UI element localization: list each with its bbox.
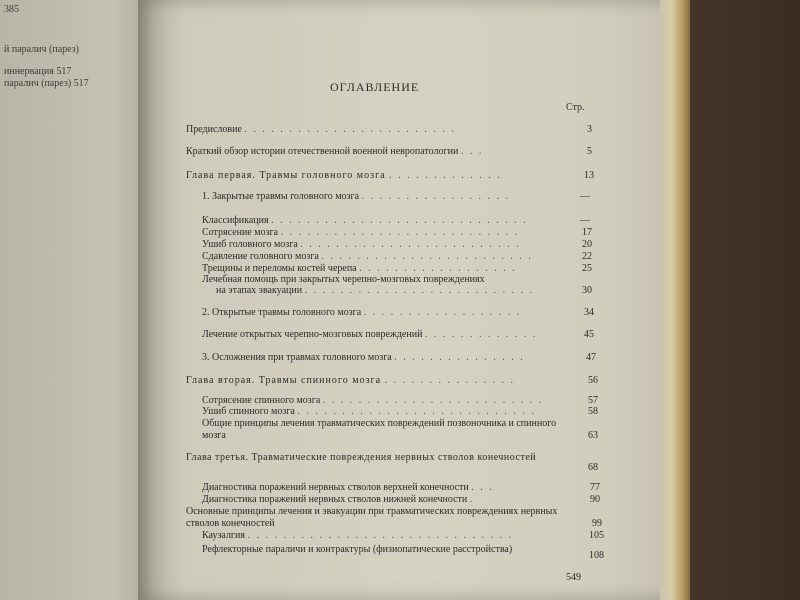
toc-entry-multiline: Рефлекторные параличи и контрактуры (физиопатические расстройства) [202,544,513,555]
toc-page-number: 17 [582,227,592,238]
toc-section-heading: 1. Закрытые травмы головного мозга . . . . . . . . . . . . . . . . . [202,191,511,202]
toc-page-number: 77 [590,482,600,493]
toc-page-number: 13 [584,170,594,181]
toc-entry-continuation: на этапах эвакуации . . . . . . . . . . . . . . . . . . . . . . . . . . [216,285,535,296]
toc-entry: Сотрясение мозга . . . . . . . . . . . . . . . . . . . . . . . . . . . [202,227,520,238]
toc-page-number: 20 [582,239,592,250]
toc-page-number: 99 [592,518,602,529]
toc-section-heading: 2. Открытые травмы головного мозга . . . . . . . . . . . . . . . . . . [202,307,522,318]
page-number-footer: 549 [566,572,581,583]
toc-entry: Лечение открытых черепно-мозговых повреждений . . . . . . . . . . . . . [202,329,538,340]
toc-entry: Краткий обзор истории отечественной военной невропатологии . . . [186,146,484,157]
toc-entry: Диагностика поражений нервных стволов верхней конечности . . . [202,482,494,493]
toc-page-number: 90 [590,494,600,505]
toc-page-number: 22 [582,251,592,262]
toc-page-number: — [580,191,590,202]
toc-chapter-heading: Глава вторая. Травмы спинного мозга . . . . . . . . . . . . . . . [186,375,516,386]
toc-page-number: 58 [588,406,598,417]
left-fragment-4: паралич (парез) 517 [4,78,89,89]
toc-entry: Предисловие . . . . . . . . . . . . . . . . . . . . . . . . [186,124,456,135]
toc-page-number: 56 [588,375,598,386]
toc-page-number: 47 [586,352,596,363]
toc-chapter-heading: Глава первая. Травмы головного мозга . . . . . . . . . . . . . [186,170,502,181]
toc-chapter-heading: Глава третья. Травматические повреждения нервных стволов конечностей [186,452,537,463]
toc-entry-multiline: Общие принципы лечения травматических повреждений позвоночника и спинного мозга [202,418,557,441]
toc-page-number: 25 [582,263,592,274]
toc-entry: Сдавление головного мозга . . . . . . . . . . . . . . . . . . . . . . . . [202,251,533,262]
toc-entry: Лечебная помощь при закрытых черепно-мозговых повреждениях [202,274,485,285]
toc-entry: Ушиб спинного мозга . . . . . . . . . . . . . . . . . . . . . . . . . . . [202,406,536,417]
toc-entry: Трещины и переломы костей черепа . . . . . . . . . . . . . . . . . . [202,263,517,274]
toc-page-number: 57 [588,395,598,406]
left-page [0,0,160,600]
toc-entry: Диагностика поражений нервных стволов нижней конечности . [202,494,475,505]
left-fragment-1: 385 [4,4,19,15]
toc-page-number: 3 [587,124,592,135]
page-column-label: Стр. [566,102,585,113]
toc-page-number: 34 [584,307,594,318]
toc-page-number: 68 [588,462,598,473]
left-fragment-3: иннервация 517 [4,66,72,77]
toc-title: ОГЛАВЛЕНИЕ [330,80,420,94]
page-edge [660,0,690,600]
toc-page-number: — [580,215,590,226]
toc-page-number: 105 [589,530,604,541]
toc-entry: Классификация . . . . . . . . . . . . . . . . . . . . . . . . . . . . . [202,215,528,226]
toc-page-number: 5 [587,146,592,157]
toc-page-number: 63 [588,430,598,441]
toc-entry: Ушиб головного мозга . . . . . . . . . . . . . . . . . . . . . . . . . [202,239,521,250]
toc-entry: Сотрясение спинного мозга . . . . . . . . . . . . . . . . . . . . . . . . . [202,395,544,406]
toc-entry: Каузалгия . . . . . . . . . . . . . . . . . . . . . . . . . . . . . . [202,530,513,541]
toc-entry-multiline: Основные принципы лечения и эвакуации при травматических повреждениях нервных стволов конечностей [186,506,558,529]
toc-page-number: 108 [589,550,604,561]
toc-section-heading: 3. Осложнения при травмах головного мозга . . . . . . . . . . . . . . . [202,352,525,363]
left-fragment-2: й паралич (парез) [4,44,79,55]
toc-page-number: 45 [584,329,594,340]
toc-page-number: 30 [582,285,592,296]
